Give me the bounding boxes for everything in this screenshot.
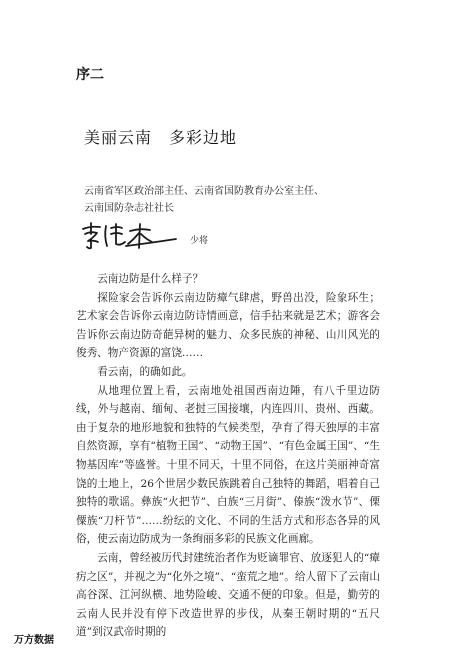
handwritten-signature: [80, 222, 180, 250]
body-paragraph: 看云南，的确如此。: [97, 365, 193, 378]
author-rank: 少将: [190, 236, 209, 246]
body-paragraph: 从地理位置上看，云南地处祖国西南边陲，有八千里边防线，外与越南、缅甸、老挝三国接壤，内连四川、贵州、西藏。由于复杂的地形地貌和独特的气候类型，孕育了得天独厚的丰富自然资源，享有“植物王国”、“动物王国”、“有色金属王国”、“生物基因库”等盛誉。十里不同天，十里不同俗，在这片美丽神奇富饶的土地上，26个世居少数民族跳着自己独特的舞蹈，唱着自己独特的歌谣。彝族“火把节”、白族“三月街”、傣族“泼水节”、傈僳族“刀杆节”……纷纭的文化、不同的生活方式和形态各异的风俗，使云南边防成为一条绚丽多彩的民族文化画廊。: [76, 384, 380, 546]
body-text: [76, 270, 380, 642]
author-signature-row: [80, 222, 280, 250]
wanfang-data-logo: 万方数据: [14, 635, 54, 646]
body-paragraph: 探险家会告诉你云南边防瘴气肆虐，野兽出没，险象环生；艺术家会告诉你云南边防诗情画意，信手拈来就是艺术；游客会告诉你云南边防奇葩异树的魅力、众多民族的神秘、山川风光的俊秀、物产资源的富饶……: [76, 291, 380, 360]
section-title: 序二: [76, 67, 104, 83]
body-paragraph: 云南边防是什么样子？: [97, 273, 204, 285]
body-paragraph: 云南，曾经被历代封建统治者作为贬谪罪官、放逐犯人的“瘴疠之区”，并视之为“化外之境”、“蛮荒之地”。给人留下了云南山高谷深、江河纵横、地势险峻、交通不便的印象。但是，勤劳的云南人民并没有停下改造世界的步伐，从秦王朝时期的“五尺道”到汉武帝时期的: [76, 551, 380, 639]
author-affiliation-line: 云南省军区政治部主任、云南省国防教育办公室主任、: [84, 186, 324, 197]
article-title: 美丽云南 多彩边地: [84, 128, 238, 147]
author-affiliation-line: 云南国防杂志社社长: [84, 203, 174, 214]
